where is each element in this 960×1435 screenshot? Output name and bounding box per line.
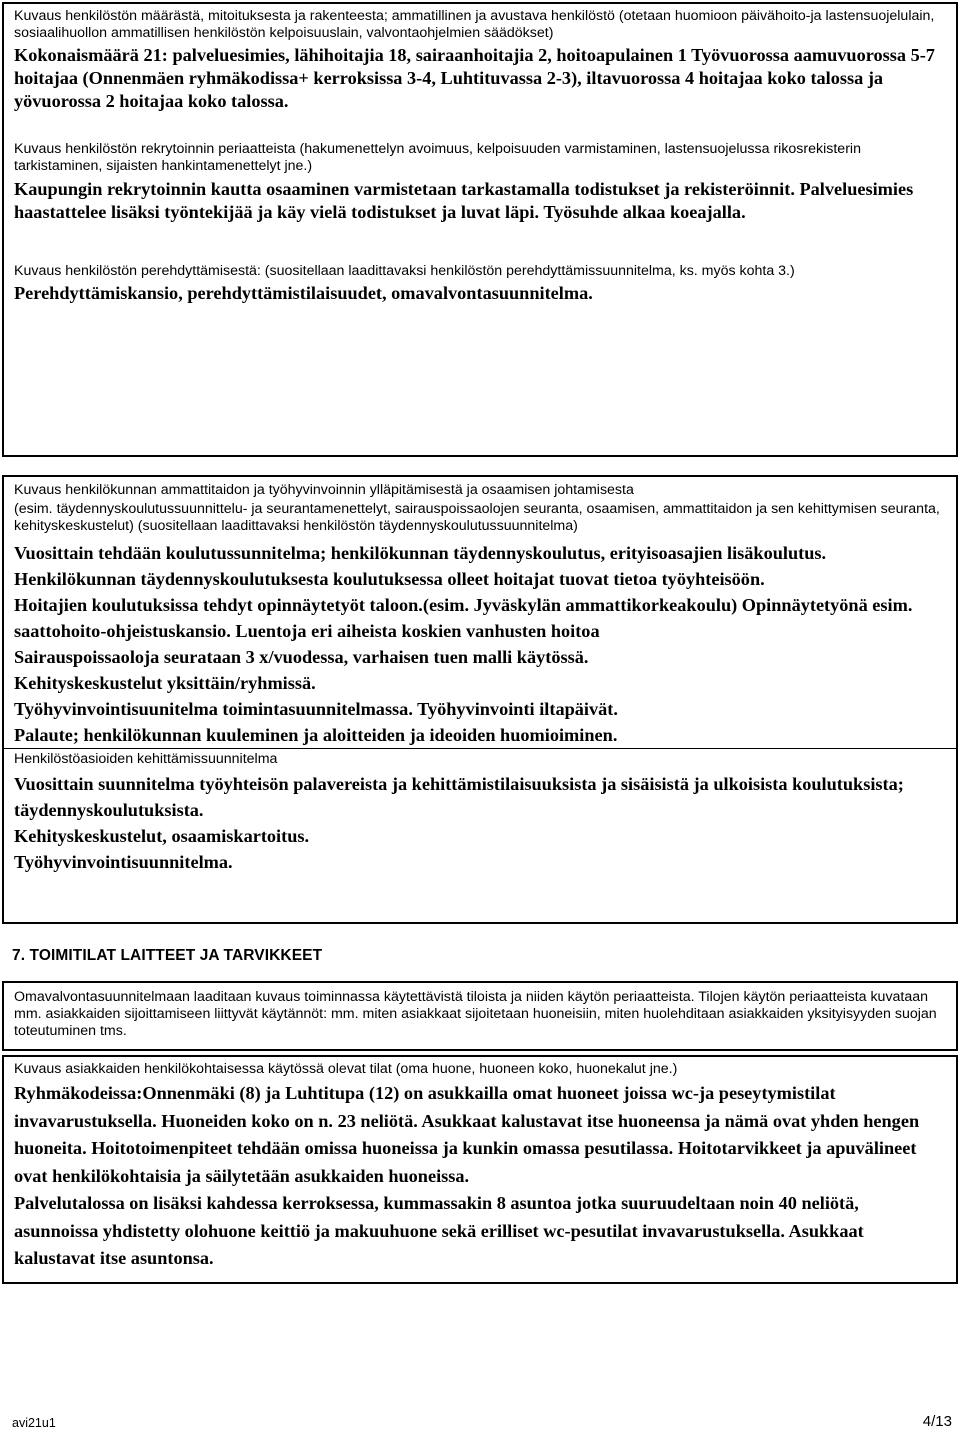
competence-answer-line: Sairauspoissaoloja seurataan 3 x/vuodessa, varhaisen tuen malli käytössä. bbox=[14, 646, 589, 667]
development-plan-line: Työhyvinvointisuunnitelma. bbox=[14, 851, 233, 872]
development-plan-line: Vuosittain suunnitelma työyhteisön palavereista ja kehittämistilaisuuksista ja sisäisistä ja ulkoisista koulutuksista; täydennyskoulutuksista. bbox=[14, 773, 904, 820]
staffing-description: Kuvaus henkilöstön määrästä, mitoituksesta ja rakenteesta; ammatillinen ja avustava henkilöstö (otetaan huomioon päivähoito-ja lastensuojelulain, sosiaalihuollon ammatillisen henkilöstön kelpoisuuslain, valvontaohjelmien säädökset) bbox=[14, 8, 935, 42]
development-plan-answer bbox=[14, 771, 946, 875]
section-heading: 7. TOIMITILAT LAITTEET JA TARVIKKEET bbox=[12, 947, 323, 964]
service-house-answer: Palvelutalossa on lisäksi kahdessa kerroksessa, kummassakin 8 asuntoa jotka suuruudeltaan noin 40 neliötä, asunnoissa yhdistetty olohuone keittiö ja makuuhuone sekä erilliset wc-pesutilat invavarustuksella. Asukkaat kalustavat itse asuntonsa. bbox=[14, 1193, 864, 1269]
competence-description-title: Kuvaus henkilökunnan ammattitaidon ja työhyvinvoinnin ylläpitämisestä ja osaamisen johtamisesta bbox=[14, 482, 634, 498]
divider bbox=[4, 748, 956, 749]
competence-answer-line: Työhyvinvointisuunitelma toimintasuunnitelmassa. Työhyvinvointi iltapäivät. bbox=[14, 698, 618, 719]
premises-guidance-text: Omavalvontasuunnitelmaan laaditaan kuvaus toiminnassa käytettävistä tiloista ja niiden käytön periaatteista. Tilojen käytön periaatteista kuvataan mm. asiakkaiden sijoittamiseen liittyvät käytännöt: mm. miten asiakkaat sijoitetaan huoneisiin, miten huolehditaan asiakkaiden yksityisyyden suojan toteutuminen tms. bbox=[14, 989, 937, 1040]
resident-rooms-answer: Ryhmäkodeissa:Onnenmäki (8) ja Luhtitupa (12) on asukkailla omat huoneet joissa wc-ja peseytymistilat invavarustuksella. Huoneiden koko on n. 23 neliötä. Asukkaat kalustavat itse huoneensa ja nämä ovat yhden hengen huoneita. Hoitotoimenpiteet tehdään omissa huoneissa ja kunkin omassa pesutilassa. Hoitotarvikkeet ja apuvälineet ovat henkilökohtaisia ja säilytetään asukkaiden huoneissa. bbox=[14, 1083, 920, 1186]
competence-answer-line: Henkilökunnan täydennyskoulutuksesta koulutuksessa olleet hoitajat tuovat tietoa työyhteisöön. bbox=[14, 568, 765, 589]
orientation-description: Kuvaus henkilöstön perehdyttämisestä: (suositellaan laadittavaksi henkilöstön perehdyttämissuunnitelma, ks. myös kohta 3.) bbox=[14, 262, 795, 279]
staffing-section-box bbox=[2, 2, 958, 457]
competence-section-box bbox=[2, 475, 958, 924]
competence-answer bbox=[14, 540, 946, 748]
resident-rooms-description: Kuvaus asiakkaiden henkilökohtaisessa käytössä olevat tilat (oma huone, huoneen koko, huonekalut jne.) bbox=[14, 1061, 678, 1077]
resident-rooms-box bbox=[2, 1055, 958, 1284]
competence-answer-line: Hoitajien koulutuksissa tehdyt opinnäytetyöt taloon.(esim. Jyväskylän ammattikorkeakoulu) Opinnäytetyönä esim. saattohoito-ohjeistuskansio. Luentoja eri aiheista koskien vanhusten hoitoa bbox=[14, 594, 913, 641]
competence-answer-line: Palaute; henkilökunnan kuuleminen ja aloitteiden ja ideoiden huomioiminen. bbox=[14, 724, 618, 745]
competence-description-detail: (esim. täydennyskoulutussuunnittelu- ja seurantamenettelyt, sairauspoissaolojen seuranta, osaamisen, ammattitaidon ja sen kehittymisen seuranta, kehityskeskustelut) (suositellaan laadittavaksi henkilöstön täydennyskoulutussuunnitelma) bbox=[14, 501, 940, 535]
page-number: 4/13 bbox=[922, 1413, 952, 1430]
recruitment-description: Kuvaus henkilöstön rekrytoinnin periaatteista (hakumenettelyn avoimuus, kelpoisuuden varmistaminen, lastensuojelussa rikosrekisterin tarkistaminen, sijaisten hankintamenettelyt jne.) bbox=[14, 140, 861, 174]
competence-answer-line: Kehityskeskustelut yksittäin/ryhmissä. bbox=[14, 672, 316, 693]
competence-answer-line: Vuosittain tehdään koulutussunnitelma; henkilökunnan täydennyskoulutus, erityisoasajien lisäkoulutus. bbox=[14, 542, 827, 563]
document-id: avi21u1 bbox=[12, 1416, 56, 1430]
development-plan-label: Henkilöstöasioiden kehittämissuunnitelma bbox=[14, 750, 278, 767]
staffing-answer: Kokonaismäärä 21: palveluesimies, lähihoitajia 18, sairaanhoitajia 2, hoitoapulainen 1 Työvuorossa aamuvuorossa 5-7 hoitajaa (Onnenmäen ryhmäkodissa+ kerroksissa 3-4, Luhtituvassa 2-3), iltavuorossa 4 hoitajaa koko talossa ja yövuorossa 2 hoitajaa koko talossa. bbox=[14, 45, 935, 111]
recruitment-answer: Kaupungin rekrytoinnin kautta osaaminen varmistetaan tarkastamalla todistukset ja rekisteröinnit. Palveluesimies haastattelee lisäksi työntekijää ja käy vielä todistukset ja luvat läpi. Työsuhde alkaa koeajalla. bbox=[14, 179, 914, 222]
premises-guidance-box bbox=[2, 981, 958, 1051]
orientation-answer: Perehdyttämiskansio, perehdyttämistilaisuudet, omavalvontasuunnitelma. bbox=[14, 283, 593, 303]
development-plan-line: Kehityskeskustelut, osaamiskartoitus. bbox=[14, 825, 310, 846]
